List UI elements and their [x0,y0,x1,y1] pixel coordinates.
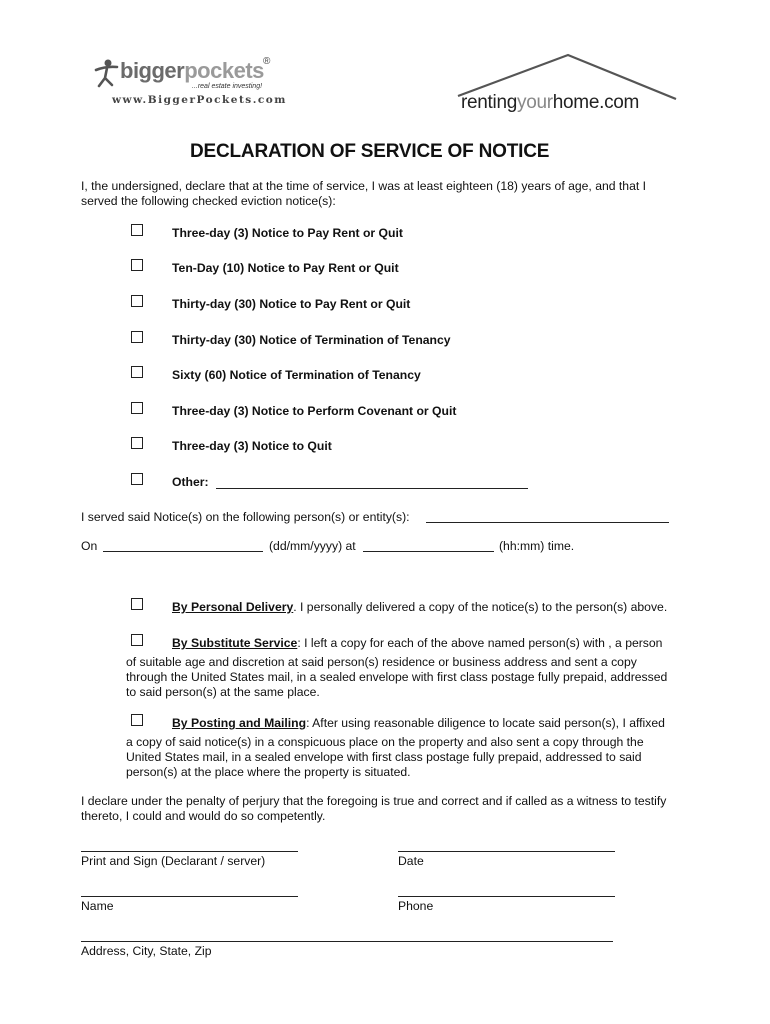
posting-mailing-title: By Posting and Mailing [172,716,307,730]
checkbox-personal-delivery[interactable] [131,598,143,610]
notice-label-1: Three-day (3) Notice to Pay Rent or Quit [172,226,403,240]
name-label: Name [81,899,114,913]
brand-bigger: bigger [120,58,185,83]
served-persons-field[interactable] [426,522,669,523]
ryh-part1: renting [461,92,517,113]
name-field[interactable] [81,896,298,897]
time-field[interactable] [363,551,494,552]
notice-label-7: Three-day (3) Notice to Quit [172,439,332,453]
posting-mailing-text [172,716,665,731]
checkbox-notice-2[interactable] [131,259,143,271]
person-figure-icon [92,58,120,88]
posting-line-1: : After using reasonable diligence to locate said person(s), I affixed [306,716,665,730]
checkbox-other[interactable] [131,473,143,485]
document-title: DECLARATION OF SERVICE OF NOTICE [190,141,550,162]
notice-label-4: Thirty-day (30) Notice of Termination of Tenancy [172,333,451,347]
checkbox-posting-mailing[interactable] [131,714,143,726]
rentingyourhome-logo [456,52,678,120]
biggerpockets-logo [92,52,287,112]
substitute-service-text [172,636,662,651]
served-on-label: I served said Notice(s) on the following person(s) or entity(s): [81,510,410,524]
declare-line-1: I declare under the penalty of perjury that the foregoing is true and correct and if called as a witness to testify [81,794,667,808]
signature-label: Print and Sign (Declarant / server) [81,854,266,868]
other-label: Other: [172,475,209,489]
checkbox-notice-4[interactable] [131,331,143,343]
checkbox-substitute-service[interactable] [131,634,143,646]
date-field[interactable] [103,551,263,552]
phone-field[interactable] [398,896,615,897]
address-label: Address, City, State, Zip [81,944,212,958]
date-signed-label: Date [398,854,424,868]
brand-pockets: pockets [184,58,264,83]
personal-delivery-text [172,600,667,615]
substitute-service-title: By Substitute Service [172,636,298,650]
posting-line-2: a copy of said notice(s) in a conspicuous place on the property and also sent a copy through the [126,735,644,749]
declare-line-2: thereto, I could and would do so competently. [81,809,326,823]
substitute-line-1: : I left a copy for each of the above named person(s) with , a person [297,636,663,650]
substitute-line-4: to said person(s) at the same place. [126,685,320,699]
ryh-part2: your [517,92,553,113]
bp-tagline: ...real estate investing! [192,83,263,90]
notice-label-5: Sixty (60) Notice of Termination of Tenancy [172,368,421,382]
intro-line-1: I, the undersigned, declare that at the time of service, I was at least eighteen (18) years of age, and that I [81,179,647,193]
bp-url: www.BiggerPockets.com [112,94,287,106]
ryh-part3: home.com [552,92,640,113]
signature-field[interactable] [81,851,298,852]
notice-label-6: Three-day (3) Notice to Perform Covenant or Quit [172,404,457,418]
other-field[interactable] [216,488,528,489]
posting-line-4: person(s) at the place where the property is situated. [126,765,411,779]
date-format-label: (dd/mm/yyyy) at [269,539,356,553]
time-format-label: (hh:mm) time. [499,539,575,553]
checkbox-notice-3[interactable] [131,295,143,307]
checkbox-notice-7[interactable] [131,437,143,449]
substitute-line-2: of suitable age and discretion at said person(s) residence or business address and sent a copy [126,655,637,669]
date-signed-field[interactable] [398,851,615,852]
substitute-line-3: through the United States mail, in a sealed envelope with first class postage fully prepaid, addressed [126,670,668,684]
checkbox-notice-6[interactable] [131,402,143,414]
notice-label-3: Thirty-day (30) Notice to Pay Rent or Quit [172,297,411,311]
intro-line-2: served the following checked eviction notice(s): [81,194,336,208]
personal-delivery-title: By Personal Delivery [172,600,294,614]
checkbox-notice-1[interactable] [131,224,143,236]
registered-mark: ® [263,56,271,67]
on-label: On [81,539,98,553]
notice-label-2: Ten-Day (10) Notice to Pay Rent or Quit [172,261,399,275]
checkbox-notice-5[interactable] [131,366,143,378]
posting-line-3: United States mail, in a sealed envelope with first class postage fully prepaid, addressed to said [126,750,642,764]
address-field[interactable] [81,941,613,942]
personal-delivery-desc: . I personally delivered a copy of the notice(s) to the person(s) above. [293,600,668,614]
phone-label: Phone [398,899,434,913]
